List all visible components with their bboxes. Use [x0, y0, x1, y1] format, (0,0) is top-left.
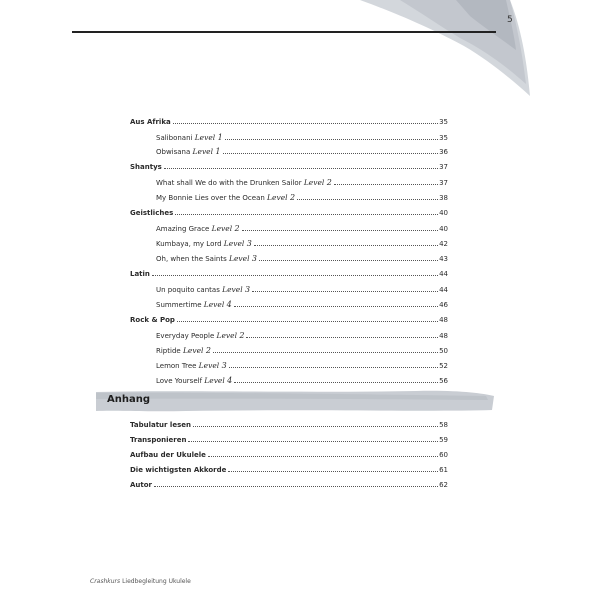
toc-section[interactable] — [130, 159, 448, 171]
level-label: Level 2 — [182, 346, 211, 355]
toc-title: Geistliches — [130, 209, 174, 217]
toc-title: Kumbaya, my Lord Level 3 — [156, 239, 252, 248]
dot-leader — [177, 320, 438, 322]
toc-page: 42 — [439, 240, 448, 248]
dot-leader — [297, 198, 438, 200]
level-label: Level 1 — [192, 147, 221, 156]
toc-page: 35 — [439, 118, 448, 126]
toc-title: Summertime Level 4 — [156, 300, 232, 309]
toc-entry[interactable] — [130, 221, 448, 233]
toc-title: Riptide Level 2 — [156, 346, 211, 355]
dot-leader — [164, 167, 438, 169]
dot-leader — [242, 229, 438, 231]
dot-leader — [193, 425, 438, 427]
toc-page: 50 — [439, 347, 448, 355]
level-label: Level 1 — [194, 133, 223, 142]
toc-page: 38 — [439, 194, 448, 202]
level-label: Level 2 — [267, 193, 296, 202]
toc-entry[interactable] — [130, 297, 448, 309]
toc-section[interactable] — [130, 432, 448, 444]
toc-page: 52 — [439, 362, 448, 370]
dot-leader — [252, 290, 438, 292]
dot-leader — [228, 470, 438, 472]
toc-page: 37 — [439, 163, 448, 171]
toc-page: 43 — [439, 255, 448, 263]
toc-entry[interactable] — [130, 358, 448, 370]
top-rule — [72, 31, 496, 33]
toc-title: Aus Afrika — [130, 118, 171, 126]
toc-page: 44 — [439, 286, 448, 294]
toc-title: Autor — [130, 481, 153, 489]
toc-title: Oh, when the Saints Level 3 — [156, 254, 257, 263]
dot-leader — [254, 244, 438, 246]
dot-leader — [213, 351, 438, 353]
toc-title: Die wichtigsten Akkorde — [130, 466, 227, 474]
toc-entry[interactable] — [130, 328, 448, 340]
dot-leader — [234, 305, 438, 307]
appendix-heading: Anhang — [107, 394, 151, 405]
dot-leader — [225, 138, 438, 140]
toc-title: Obwisana Level 1 — [156, 147, 221, 156]
toc-title: What shall We do with the Drunken Sailor Level 2 — [156, 178, 332, 187]
level-label: Level 4 — [203, 300, 232, 309]
toc-title: My Bonnie Lies over the Ocean Level 2 — [156, 193, 296, 202]
toc-page: 35 — [439, 134, 448, 142]
toc-title: Transponieren — [130, 436, 187, 444]
toc-section[interactable] — [130, 114, 448, 126]
dot-leader — [175, 213, 438, 215]
dot-leader — [259, 259, 438, 261]
toc-entry[interactable] — [130, 373, 448, 385]
level-label: Level 2 — [211, 224, 240, 233]
dot-leader — [154, 485, 438, 487]
toc-section[interactable] — [130, 477, 448, 489]
toc-title: Everyday People Level 2 — [156, 331, 245, 340]
toc-title: Tabulatur lesen — [130, 421, 191, 429]
toc-title: Aufbau der Ukulele — [130, 451, 206, 459]
toc-title: Amazing Grace Level 2 — [156, 224, 240, 233]
toc-entry[interactable] — [130, 130, 448, 142]
toc-page: 59 — [439, 436, 448, 444]
toc-section[interactable] — [130, 312, 448, 324]
toc-title: Latin — [130, 270, 150, 278]
toc-page: 58 — [439, 421, 448, 429]
toc-page: 62 — [439, 481, 448, 489]
toc-section[interactable] — [130, 417, 448, 429]
dot-leader — [229, 366, 438, 368]
toc-entry[interactable] — [130, 144, 448, 156]
toc-entry[interactable] — [130, 236, 448, 248]
toc-title: Love Yourself Level 4 — [156, 376, 233, 385]
dot-leader — [234, 381, 438, 383]
level-label: Level 3 — [222, 285, 251, 294]
toc-page: 40 — [439, 209, 448, 217]
footer-brand: Crashkurs — [90, 578, 121, 585]
footer-title: Liedbegleitung Ukulele — [122, 578, 191, 585]
toc-entry[interactable] — [130, 343, 448, 355]
page-number: 5 — [507, 15, 513, 25]
dot-leader — [246, 336, 438, 338]
toc-page: 60 — [439, 451, 448, 459]
level-label: Level 2 — [303, 178, 332, 187]
toc-page: 46 — [439, 301, 448, 309]
toc-page: 37 — [439, 179, 448, 187]
toc-title: Un poquito cantas Level 3 — [156, 285, 251, 294]
footer — [90, 578, 191, 585]
toc-page: 40 — [439, 225, 448, 233]
level-label: Level 4 — [204, 376, 233, 385]
level-label: Level 3 — [223, 239, 252, 248]
toc-entry[interactable] — [130, 251, 448, 263]
toc-section[interactable] — [130, 205, 448, 217]
level-label: Level 3 — [198, 361, 227, 370]
toc-title: Shantys — [130, 163, 162, 171]
toc-page: 44 — [439, 270, 448, 278]
toc-title: Salibonani Level 1 — [156, 133, 223, 142]
brush-stroke-decoration — [360, 0, 530, 100]
toc-page: 48 — [439, 316, 448, 324]
toc-page: 61 — [439, 466, 448, 474]
toc-title: Rock & Pop — [130, 316, 175, 324]
toc-page: 56 — [439, 377, 448, 385]
level-label: Level 2 — [216, 331, 245, 340]
toc-section[interactable] — [130, 447, 448, 459]
dot-leader — [334, 183, 438, 185]
toc-entry[interactable] — [130, 190, 448, 202]
dot-leader — [173, 122, 438, 124]
toc-entry[interactable] — [130, 282, 448, 294]
toc-page: 48 — [439, 332, 448, 340]
toc-section[interactable] — [130, 266, 448, 278]
appendix-band — [96, 390, 494, 412]
level-label: Level 3 — [228, 254, 257, 263]
dot-leader — [223, 152, 439, 154]
dot-leader — [152, 274, 438, 276]
toc-entry[interactable] — [130, 175, 448, 187]
dot-leader — [208, 455, 438, 457]
toc-section[interactable] — [130, 462, 448, 474]
toc-page: 36 — [439, 148, 448, 156]
dot-leader — [188, 440, 438, 442]
toc-title: Lemon Tree Level 3 — [156, 361, 227, 370]
